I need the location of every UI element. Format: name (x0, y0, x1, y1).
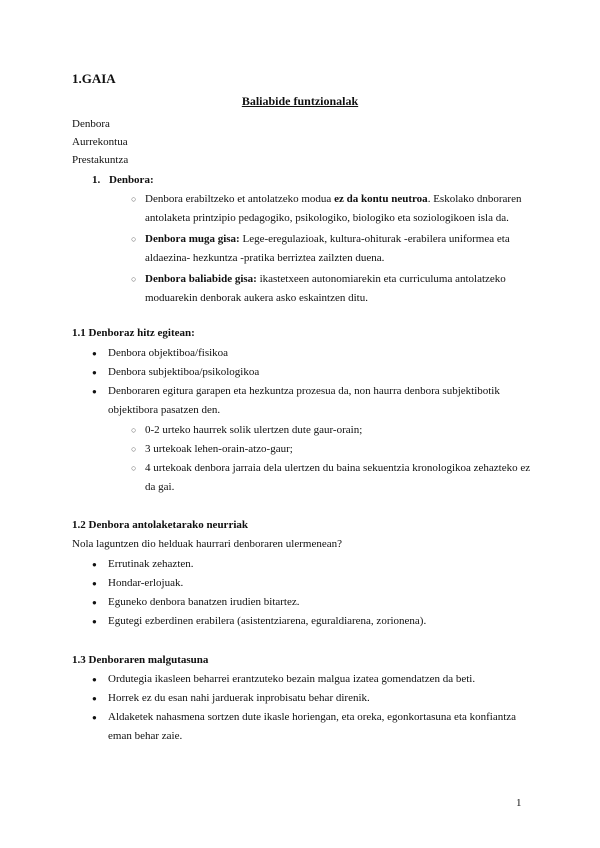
list-item: ○ Denbora muga gisa: Lege-eregulazioak, kultura-ohiturak -erabilera uniformea eta aldaezina- hezkuntza -pratika berriztea zailzten duena. (72, 230, 540, 268)
list-item: ● Horrek ez du esan nahi jarduerak inprobisatu behar direnik. (72, 689, 540, 708)
section12-list (72, 555, 540, 631)
bullet-icon: ● (92, 579, 97, 588)
section1-label: Denbora: (109, 174, 154, 186)
bullet-icon: ● (92, 617, 97, 626)
list-item: ○ 0-2 urteko haurrek solik ulertzen dute gaur-orain; (72, 421, 540, 440)
bullet-icon: ● (92, 560, 97, 569)
section1-number: 1. (92, 174, 101, 186)
list-item: ○ Denbora baliabide gisa: ikastetxeen autonomiarekin eta curriculuma antolatzeko moduarekin denborak aukera asko eskaintzen ditu. (72, 270, 540, 308)
list-item: ● Ordutegia ikasleen beharrei erantzuteko bezain malgua izatea gomendatzen da beti. (72, 670, 540, 689)
section11-list (72, 344, 540, 420)
section-heading: 1.1 Denboraz hitz egitean: (72, 327, 195, 339)
list-item: ● Aldaketek nahasmena sortzen dute ikasle horiengan, eta oreka, egonkortasuna eta konfiantza eman behar zaie. (72, 708, 540, 746)
circle-bullet-icon: ○ (131, 234, 137, 244)
list-item: ● Eguneko denbora banatzen irudien bitartez. (72, 593, 540, 612)
circle-bullet-icon: ○ (131, 274, 137, 284)
list-item: ● Denbora objektiboa/fisikoa (72, 344, 540, 363)
section12-question: Nola laguntzen dio helduak haurrari denboraren ulermenean? (72, 538, 342, 550)
section1-heading (92, 171, 154, 190)
section-heading: 1.2 Denbora antolaketarako neurriak (72, 519, 248, 531)
list-item: ● Denboraren egitura garapen eta hezkuntza prozesua da, non haurra denbora subjektibotik objektibora pasatzen den. (72, 382, 540, 420)
page-number: 1 (516, 797, 522, 809)
list-item: ● Egutegi ezberdinen erabilera (asistentziarena, eguraldiarena, zorionena). (72, 612, 540, 631)
list-item: ○ Denbora erabiltzeko et antolatzeko modua ez da kontu neutroa. Eskolako dnboraren antolaketa printzipio pedagogiko, psikologiko, biologiko eta soziologikoen isla da. (72, 190, 540, 228)
list-item: ○ 3 urtekoak lehen-orain-atzo-gaur; (72, 440, 540, 459)
chapter-heading: 1.GAIA (72, 71, 116, 86)
circle-bullet-icon: ○ (131, 463, 137, 473)
list-item: ● Errutinak zehazten. (72, 555, 540, 574)
list-item: ● Denbora subjektiboa/psikologikoa (72, 363, 540, 382)
bullet-icon: ● (92, 349, 97, 358)
section11-sublist (72, 421, 540, 497)
list-item: ● Hondar-erlojuak. (72, 574, 540, 593)
intro-line: Prestakuntza (72, 154, 129, 166)
list-item: ○ 4 urtekoak denbora jarraia dela ulertzen du baina sekuentzia kronologikoa zehazteko ez da gai. (72, 459, 540, 497)
page-title: Baliabide funtzionalak (241, 94, 359, 108)
intro-line: Denbora (72, 118, 110, 130)
bullet-icon: ● (92, 694, 97, 703)
section13-list (72, 670, 540, 746)
bullet-icon: ● (92, 368, 97, 377)
section-heading: 1.3 Denboraren malgutasuna (72, 654, 209, 666)
bullet-icon: ● (92, 598, 97, 607)
circle-bullet-icon: ○ (131, 194, 137, 204)
circle-bullet-icon: ○ (131, 425, 137, 435)
section1-list (72, 190, 540, 310)
bullet-icon: ● (92, 713, 97, 722)
bullet-icon: ● (92, 387, 97, 396)
intro-line: Aurrekontua (72, 136, 128, 148)
circle-bullet-icon: ○ (131, 444, 137, 454)
bullet-icon: ● (92, 675, 97, 684)
